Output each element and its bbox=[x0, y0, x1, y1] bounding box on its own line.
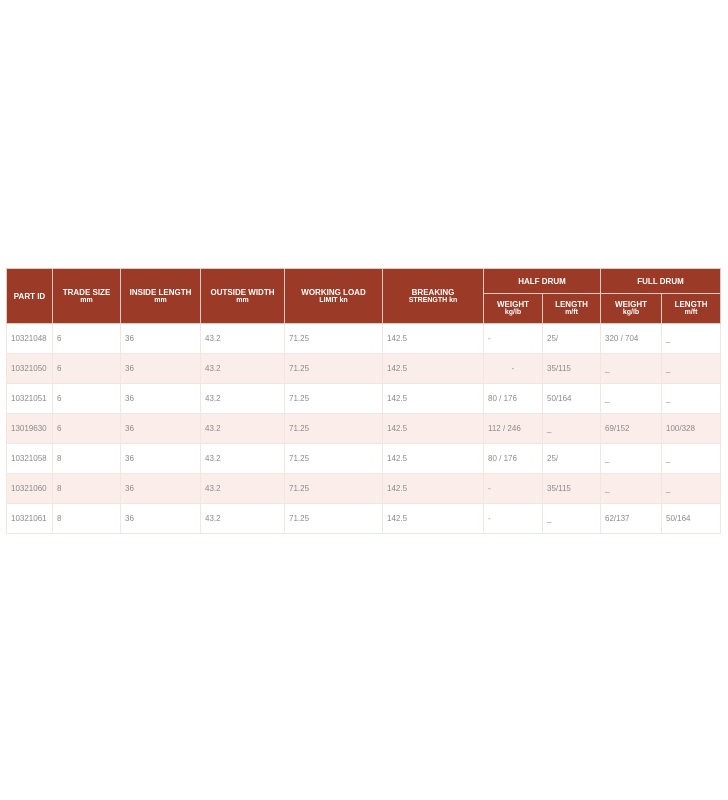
cell-part-id: 10321051 bbox=[7, 384, 53, 414]
cell-breaking-strength: 142.5 bbox=[383, 414, 484, 444]
cell-half-weight: - bbox=[484, 354, 543, 384]
cell-half-length: _ bbox=[543, 504, 601, 534]
cell-breaking-strength: 142.5 bbox=[383, 324, 484, 354]
cell-outside-width: 43.2 bbox=[201, 324, 285, 354]
cell-full-length: _ bbox=[662, 444, 721, 474]
cell-full-weight: _ bbox=[601, 384, 662, 414]
cell-half-length: 25/ bbox=[543, 324, 601, 354]
cell-outside-width: 43.2 bbox=[201, 444, 285, 474]
cell-full-weight: 320 / 704 bbox=[601, 324, 662, 354]
cell-part-id: 10321048 bbox=[7, 324, 53, 354]
cell-working-load: 71.25 bbox=[285, 384, 383, 414]
header-breaking-strength: BREAKING STRENGTH kn bbox=[383, 269, 484, 324]
header-working-load: WORKING LOAD LIMIT kn bbox=[285, 269, 383, 324]
cell-trade-size: 6 bbox=[53, 354, 121, 384]
cell-breaking-strength: 142.5 bbox=[383, 354, 484, 384]
cell-half-weight: - bbox=[484, 474, 543, 504]
cell-outside-width: 43.2 bbox=[201, 414, 285, 444]
cell-trade-size: 8 bbox=[53, 504, 121, 534]
spec-table bbox=[6, 268, 721, 534]
cell-full-weight: 69/152 bbox=[601, 414, 662, 444]
header-part-id: PART ID bbox=[7, 269, 53, 324]
header-half-drum: HALF DRUM bbox=[484, 269, 601, 294]
cell-breaking-strength: 142.5 bbox=[383, 504, 484, 534]
cell-outside-width: 43.2 bbox=[201, 474, 285, 504]
cell-working-load: 71.25 bbox=[285, 414, 383, 444]
cell-half-length: 25/ bbox=[543, 444, 601, 474]
cell-inside-length: 36 bbox=[121, 324, 201, 354]
cell-half-weight: 80 / 176 bbox=[484, 444, 543, 474]
cell-trade-size: 6 bbox=[53, 324, 121, 354]
cell-working-load: 71.25 bbox=[285, 324, 383, 354]
header-trade-size: TRADE SIZE mm bbox=[53, 269, 121, 324]
table-row bbox=[7, 324, 721, 354]
header-full-length: LENGTH m/ft bbox=[662, 294, 721, 324]
cell-inside-length: 36 bbox=[121, 444, 201, 474]
cell-part-id: 10321050 bbox=[7, 354, 53, 384]
cell-half-weight: 80 / 176 bbox=[484, 384, 543, 414]
header-outside-width: OUTSIDE WIDTH mm bbox=[201, 269, 285, 324]
cell-part-id: 10321058 bbox=[7, 444, 53, 474]
cell-working-load: 71.25 bbox=[285, 444, 383, 474]
header-full-drum: FULL DRUM bbox=[601, 269, 721, 294]
cell-trade-size: 8 bbox=[53, 474, 121, 504]
cell-breaking-strength: 142.5 bbox=[383, 384, 484, 414]
cell-half-weight: - bbox=[484, 324, 543, 354]
cell-half-length: _ bbox=[543, 414, 601, 444]
cell-full-length: 50/164 bbox=[662, 504, 721, 534]
cell-full-length: _ bbox=[662, 354, 721, 384]
cell-inside-length: 36 bbox=[121, 414, 201, 444]
cell-outside-width: 43.2 bbox=[201, 384, 285, 414]
cell-full-length: _ bbox=[662, 324, 721, 354]
header-full-weight: WEIGHT kg/lb bbox=[601, 294, 662, 324]
table-row bbox=[7, 384, 721, 414]
cell-half-length: 50/164 bbox=[543, 384, 601, 414]
cell-inside-length: 36 bbox=[121, 354, 201, 384]
cell-inside-length: 36 bbox=[121, 474, 201, 504]
table-row bbox=[7, 354, 721, 384]
cell-full-length: _ bbox=[662, 474, 721, 504]
cell-full-length: 100/328 bbox=[662, 414, 721, 444]
cell-half-weight: 112 / 246 bbox=[484, 414, 543, 444]
header-half-weight: WEIGHT kg/lb bbox=[484, 294, 543, 324]
cell-part-id: 10321061 bbox=[7, 504, 53, 534]
table-row bbox=[7, 444, 721, 474]
cell-breaking-strength: 142.5 bbox=[383, 444, 484, 474]
cell-part-id: 13019630 bbox=[7, 414, 53, 444]
cell-breaking-strength: 142.5 bbox=[383, 474, 484, 504]
cell-inside-length: 36 bbox=[121, 384, 201, 414]
cell-half-length: 35/115 bbox=[543, 354, 601, 384]
cell-outside-width: 43.2 bbox=[201, 504, 285, 534]
table-row bbox=[7, 474, 721, 504]
cell-half-length: 35/115 bbox=[543, 474, 601, 504]
cell-trade-size: 6 bbox=[53, 414, 121, 444]
cell-working-load: 71.25 bbox=[285, 474, 383, 504]
header-half-length: LENGTH m/ft bbox=[543, 294, 601, 324]
cell-inside-length: 36 bbox=[121, 504, 201, 534]
header-inside-length: INSIDE LENGTH mm bbox=[121, 269, 201, 324]
cell-trade-size: 8 bbox=[53, 444, 121, 474]
cell-full-weight: 62/137 bbox=[601, 504, 662, 534]
cell-part-id: 10321060 bbox=[7, 474, 53, 504]
cell-full-weight: _ bbox=[601, 444, 662, 474]
cell-working-load: 71.25 bbox=[285, 504, 383, 534]
cell-full-length: _ bbox=[662, 384, 721, 414]
cell-trade-size: 6 bbox=[53, 384, 121, 414]
cell-outside-width: 43.2 bbox=[201, 354, 285, 384]
cell-half-weight: - bbox=[484, 504, 543, 534]
table-row bbox=[7, 504, 721, 534]
cell-working-load: 71.25 bbox=[285, 354, 383, 384]
table-row bbox=[7, 414, 721, 444]
cell-full-weight: _ bbox=[601, 354, 662, 384]
cell-full-weight: _ bbox=[601, 474, 662, 504]
